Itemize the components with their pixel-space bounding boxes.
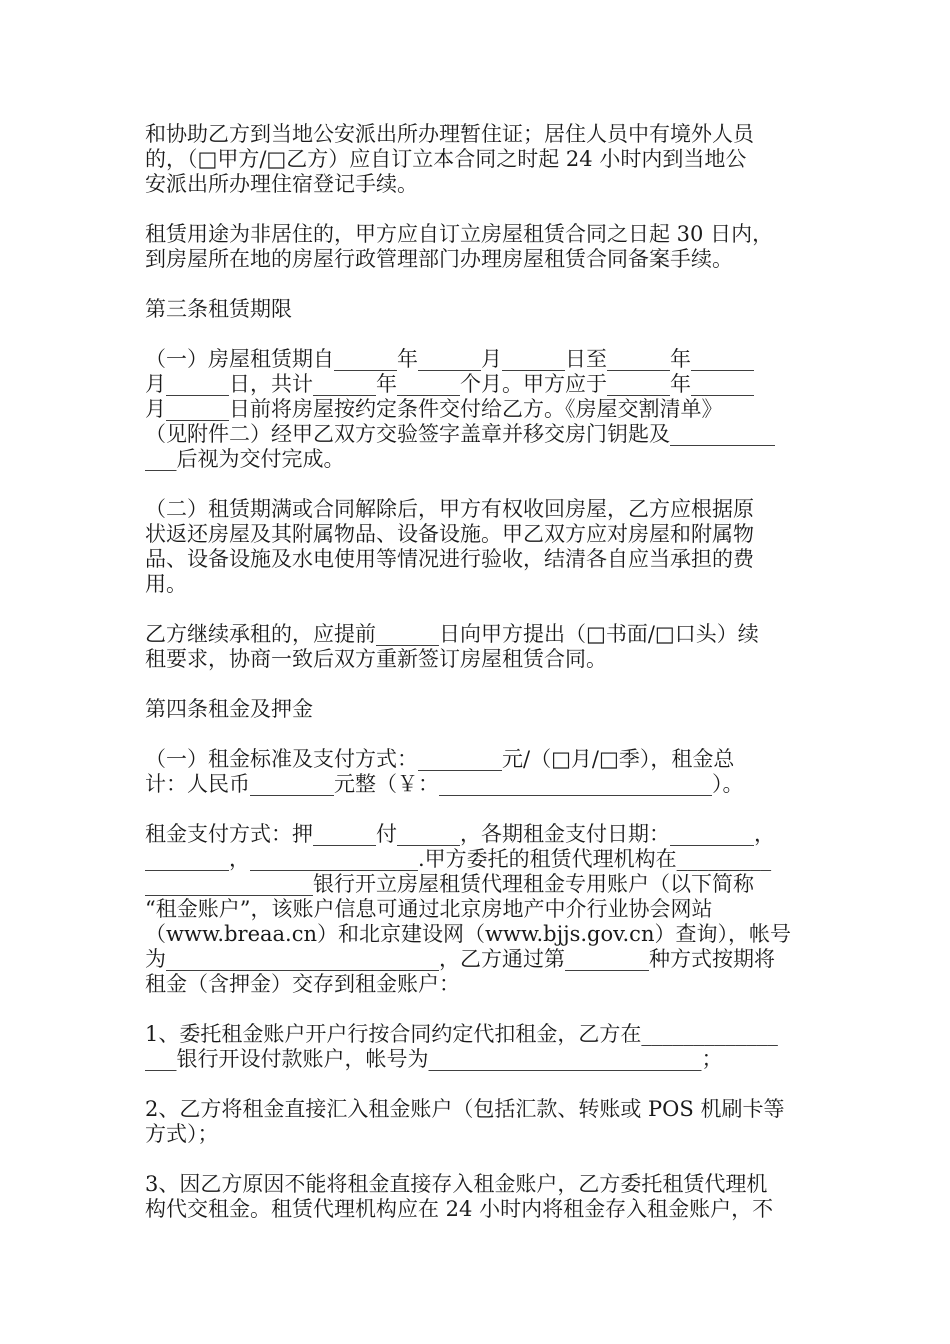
document-page	[145, 122, 810, 1247]
text-line: 第四条租金及押金	[145, 697, 313, 721]
text-line: 租金支付方式：押______付______，各期租金支付日期：________，	[145, 822, 775, 846]
paragraph-article-3-clause-1	[145, 347, 810, 472]
text-line: 为__________________________，乙方通过第________种方式按期将	[145, 947, 775, 971]
text-line: 租赁用途为非居住的，甲方应自订立房屋租赁合同之日起 30 日内，	[145, 222, 774, 246]
paragraph-article-3-clause-2	[145, 497, 810, 597]
text-line: 品、设备设施及水电使用等情况进行验收，结清各自应当承担的费	[145, 547, 754, 571]
text-line: 租要求，协商一致后双方重新签订房屋租赁合同。	[145, 647, 607, 671]
text-line: 用。	[145, 572, 187, 596]
text-line: （一）租金标准及支付方式：________元/（□月/□季），租金总	[145, 747, 735, 771]
paragraph-non-residential-filing	[145, 222, 810, 272]
text-line: （二）租赁期满或合同解除后，甲方有权收回房屋，乙方应根据原	[145, 497, 754, 521]
text-line: ___后视为交付完成。	[145, 447, 345, 471]
paragraph-article-4-clause-1	[145, 747, 810, 797]
text-line: 月______日前将房屋按约定条件交付给乙方。《房屋交割清单》	[145, 397, 723, 421]
text-line: （见附件二）经甲乙双方交验签字盖章并移交房门钥匙及__________	[145, 422, 775, 446]
paragraph-residence-registration	[145, 122, 810, 197]
text-line: ________，________________.甲方委托的租赁代理机构在_________	[145, 847, 772, 871]
text-line: 的，（□甲方/□乙方）应自订立本合同之时起 24 小时内到当地公	[145, 147, 747, 171]
text-line: 计：人民币________元整（￥：__________________________）。	[145, 772, 744, 796]
text-line: 方式）；	[145, 1122, 219, 1146]
text-line: 租金（含押金）交存到租金账户：	[145, 972, 460, 996]
text-line: 第三条租赁期限	[145, 297, 292, 321]
text-line: （一）房屋租赁期自______年______月______日至______年______	[145, 347, 754, 371]
text-line: 到房屋所在地的房屋行政管理部门办理房屋租赁合同备案手续。	[145, 247, 733, 271]
text-line: ___银行开设付款账户，帐号为__________________________；	[145, 1047, 723, 1071]
paragraph-renewal	[145, 622, 810, 672]
text-line: 1、委托租金账户开户行按合同约定代扣租金，乙方在_____________	[145, 1022, 778, 1046]
text-line: 安派出所办理住宿登记手续。	[145, 172, 418, 196]
text-line: （www.breaa.cn）和北京建设网（www.bjjs.gov.cn）查询），帐号	[145, 922, 791, 946]
paragraph-article-4-heading	[145, 697, 810, 722]
text-line: ________________银行开立房屋租赁代理租金专用账户（以下简称	[145, 872, 754, 896]
paragraph-rent-payment-method	[145, 822, 810, 997]
text-line: “租金账户”，该账户信息可通过北京房地产中介行业协会网站	[145, 897, 713, 921]
text-line: 乙方继续承租的，应提前______日向甲方提出（□书面/□口头）续	[145, 622, 759, 646]
paragraph-method-1	[145, 1022, 810, 1072]
text-line: 2、乙方将租金直接汇入租金账户（包括汇款、转账或 POS 机刷卡等	[145, 1097, 785, 1121]
paragraph-method-2	[145, 1097, 810, 1147]
text-line: 构代交租金。租赁代理机构应在 24 小时内将租金存入租金账户，不	[145, 1197, 774, 1221]
paragraph-method-3	[145, 1172, 810, 1222]
text-line: 状返还房屋及其附属物品、设备设施。甲乙双方应对房屋和附属物	[145, 522, 754, 546]
paragraph-article-3-heading	[145, 297, 810, 322]
text-line: 3、因乙方原因不能将租金直接存入租金账户，乙方委托租赁代理机	[145, 1172, 768, 1196]
text-line: 月______日，共计______年______个月。甲方应于______年______	[145, 372, 754, 396]
text-line: 和协助乙方到当地公安派出所办理暂住证；居住人员中有境外人员	[145, 122, 754, 146]
